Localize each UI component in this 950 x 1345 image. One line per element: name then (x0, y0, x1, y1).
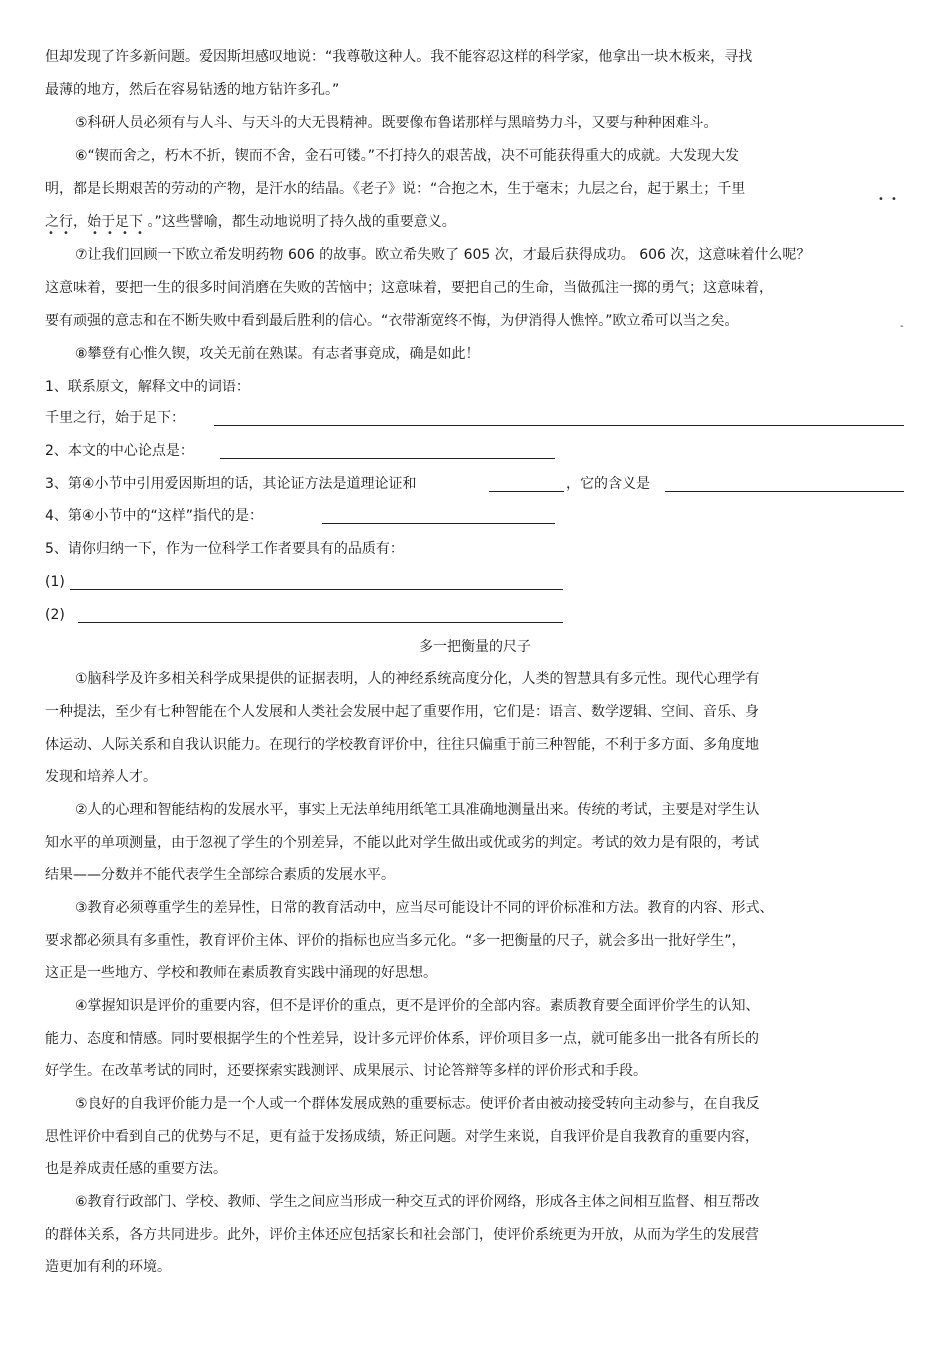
passage2-line: ③教育必须尊重学生的差异性，日常的教育活动中，应当尽可能设计不同的评价标准和方法。教育的内容、形式、 (75, 900, 774, 916)
emphasis-dot: • (122, 228, 128, 239)
emphasis-dot: • (48, 228, 54, 239)
emphasis-dot: • (137, 228, 143, 239)
question-3-cont: ，它的含义是 (566, 476, 650, 492)
passage2-line: 结果——分数并不能代表学生全部综合素质的发展水平。 (45, 867, 395, 883)
answer-blank-1[interactable] (214, 425, 904, 426)
passage1-line: ⑤科研人员必须有与人斗、与天斗的大无畏精神。既要像布鲁诺那样与黑暗势力斗，又要与种种困难斗。 (75, 115, 718, 131)
emphasis-dot: • (107, 228, 113, 239)
answer-blank-5-2[interactable] (78, 622, 563, 623)
question-5-item-2: (2) (45, 607, 65, 623)
passage2-line: 要求都必须具有多重性，教育评价主体、评价的指标也应当多元化。“多一把衡量的尺子，就会多出一批好学生”， (45, 933, 746, 949)
passage2-line: 造更加有利的环境。 (45, 1259, 171, 1275)
passage1-line: 但却发现了许多新问题。爱因斯坦感叹地说：“我尊敬这种人。我不能容忍这样的科学家，他拿出一块木板来，寻找 (45, 49, 753, 65)
emphasis-dot: • (878, 194, 884, 205)
passage2-line: 发现和培养人才。 (45, 769, 157, 785)
passage2-line: 思性评价中看到自己的优势与不足，更有益于发扬成绩，矫正问题。对学生来说，自我评价是自我教育的重要内容， (45, 1129, 759, 1145)
question-5: 5、请你归纳一下，作为一位科学工作者要具有的品质有： (45, 541, 404, 557)
passage2-line: 知水平的单项测量，由于忽视了学生的个别差异，不能以此对学生做出或优或劣的判定。考试的效力是有限的，考试 (45, 835, 759, 851)
passage1-line: ⑧攀登有心惟久锲，攻关无前在熟谋。有志者事竟成，确是如此！ (75, 346, 480, 362)
answer-blank-3b[interactable] (665, 491, 904, 492)
passage1-line: 要有顽强的意志和在不断失败中看到最后胜利的信心。“衣带渐宽终不悔，为伊消得人憔悴。”欧立希可以当之矣。 (45, 313, 739, 329)
passage2-line: ①脑科学及许多相关科学成果提供的证据表明，人的神经系统高度分化，人类的智慧具有多元性。现代心理学有 (75, 671, 760, 687)
question-4: 4、第④小节中的“这样”指代的是： (45, 508, 263, 524)
emphasis-dot: • (92, 228, 98, 239)
passage2-line: ②人的心理和智能结构的发展水平，事实上无法单纯用纸笔工具准确地测量出来。传统的考试，主要是对学生认 (75, 802, 760, 818)
question-5-item-1: (1) (45, 574, 65, 590)
passage2-line: 体运动、人际关系和自我认识能力。在现行的学校教育评价中，往往只偏重于前三种智能，不利于多方面、多角度地 (45, 737, 759, 753)
passage1-line: ⑥“锲而舍之，朽木不折，锲而不舍，金石可镂。”不打持久的艰苦战，决不可能获得重大的成就。大发现大发 (75, 148, 740, 164)
question-3: 3、第④小节中引用爱因斯坦的话，其论证方法是道理论证和 (45, 476, 417, 492)
passage2-line: ⑤良好的自我评价能力是一个人或一个群体发展成熟的重要标志。使评价者由被动接受转向主动参与，在自我反 (75, 1096, 760, 1112)
article-title: 多一把衡量的尺子 (419, 639, 531, 655)
question-2: 2、本文的中心论点是： (45, 443, 194, 459)
emphasis-dot: • (891, 194, 897, 205)
answer-blank-5-1[interactable] (70, 589, 563, 590)
passage1-line: 最薄的地方，然后在容易钻透的地方钻许多孔。” (45, 82, 340, 98)
question-1: 1、联系原文，解释文中的词语： (45, 379, 250, 395)
question-1-term: 千里之行，始于足下： (45, 410, 185, 426)
answer-blank-2[interactable] (220, 458, 555, 459)
passage2-line: 也是养成责任感的重要方法。 (45, 1161, 227, 1177)
passage1-line: ⑦让我们回顾一下欧立希发明药物 606 的故事。欧立希失败了 605 次，才最后获得成功。 606 次，这意味着什么呢？ (75, 247, 811, 263)
passage1-line: 明，都是长期艰苦的劳动的产物，是汗水的结晶。《老子》说：“合抱之木，生于毫末；九层之台，起于累土；千里 (45, 181, 746, 197)
passage1-line: 之行，始于足下 。”这些譬喻，都生动地说明了持久战的重要意义。 (45, 214, 456, 230)
passage2-line: 一种提法，至少有七种智能在个人发展和人类社会发展中起了重要作用，它们是：语言、数学逻辑、空间、音乐、身 (45, 704, 759, 720)
answer-blank-3a[interactable] (489, 491, 564, 492)
passage2-line: 的群体关系，各方共同进步。此外，评价主体还应包括家长和社会部门，使评价系统更为开放，从而为学生的发展营 (45, 1227, 759, 1243)
passage2-line: ④掌握知识是评价的重要内容，但不是评价的重点，更不是评价的全部内容。素质教育要全面评价学生的认知、 (75, 998, 760, 1014)
passage2-line: ⑥教育行政部门、学校、教师、学生之间应当形成一种交互式的评价网络，形成各主体之间相互监督、相互帮改 (75, 1194, 760, 1210)
answer-blank-4[interactable] (322, 523, 555, 524)
margin-mark: - (900, 321, 904, 332)
passage1-line: 这意味着，要把一生的很多时间消磨在失败的苦恼中；这意味着，要把自己的生命，当做孤注一掷的勇气；这意味着， (45, 280, 773, 296)
passage2-line: 好学生。在改革考试的同时，还要探索实践测评、成果展示、讨论答辩等多样的评价形式和手段。 (45, 1063, 647, 1079)
passage2-line: 这正是一些地方、学校和教师在素质教育实践中涌现的好思想。 (45, 965, 437, 981)
emphasis-dot: • (63, 228, 69, 239)
passage2-line: 能力、态度和情感。同时要根据学生的个性差异，设计多元评价体系，评价项目多一点，就可能多出一批各有所长的 (45, 1031, 759, 1047)
